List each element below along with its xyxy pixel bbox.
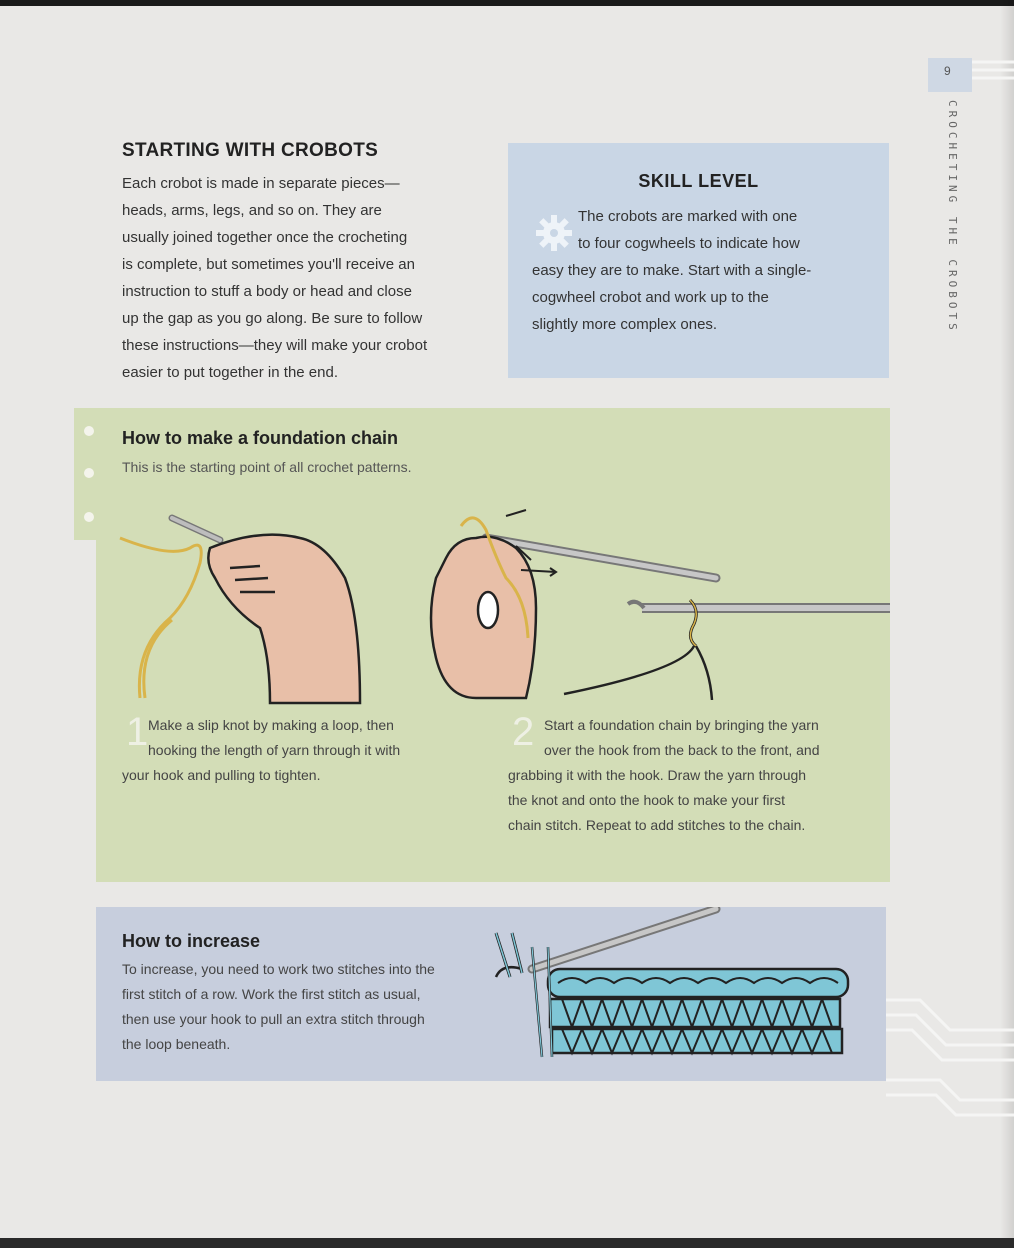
skill-line: easy they are to make. Start with a single- xyxy=(532,262,812,279)
increase-box xyxy=(96,907,886,1081)
intro-title: STARTING WITH CROBOTS xyxy=(122,140,379,161)
increase-stitch-illustration xyxy=(492,907,862,1067)
step-2-line: Start a foundation chain by bringing the yarn xyxy=(544,717,819,733)
step-2-line: chain stitch. Repeat to add stitches to the chain. xyxy=(508,817,806,833)
foundation-chain-title: How to make a foundation chain xyxy=(122,428,399,448)
step-number-2: 2 xyxy=(512,710,535,754)
bullet-dot xyxy=(84,426,94,436)
skill-level-box xyxy=(508,143,889,378)
skill-line: slightly more complex ones. xyxy=(532,316,718,333)
chain-stitch-illustration xyxy=(562,590,892,700)
step-2-line: the knot and onto the hook to make your first xyxy=(508,792,786,808)
skill-line: The crobots are marked with one xyxy=(578,208,798,225)
increase-line: the loop beneath. xyxy=(122,1036,231,1052)
skill-level-title: SKILL LEVEL xyxy=(638,171,759,191)
slip-knot-illustration xyxy=(110,508,400,708)
bullet-dot xyxy=(84,512,94,522)
foundation-chain-subtitle: This is the starting point of all crochet patterns. xyxy=(122,459,412,475)
intro-line: these instructions—they will make your crobot xyxy=(122,337,428,354)
intro-line: usually joined together once the crocheting xyxy=(122,229,408,246)
increase-body xyxy=(122,957,482,1057)
step-2-text xyxy=(508,713,878,838)
intro-body xyxy=(122,170,492,386)
page-edge-bottom xyxy=(0,1238,1014,1248)
skill-line: to four cogwheels to indicate how xyxy=(578,235,800,252)
step-1-line: Make a slip knot by making a loop, then xyxy=(148,717,394,733)
step-2-line: grabbing it with the hook. Draw the yarn through xyxy=(508,767,807,783)
step-2-line: over the hook from the back to the front, and xyxy=(544,742,820,758)
step-1-line: hooking the length of yarn through it with xyxy=(148,742,401,758)
skill-level-body xyxy=(532,203,862,338)
increase-line: then use your hook to pull an extra stitch through xyxy=(122,1011,425,1027)
page-edge-top xyxy=(0,0,1014,6)
intro-line: instruction to stuff a body or head and close xyxy=(122,283,412,300)
increase-line: To increase, you need to work two stitches into the xyxy=(122,961,435,977)
foundation-chain-box xyxy=(96,408,890,882)
skill-line: cogwheel crobot and work up to the xyxy=(532,289,769,306)
intro-line: is complete, but sometimes you'll receive an xyxy=(122,256,415,273)
page-number: 9 xyxy=(944,64,951,78)
step-number-1: 1 xyxy=(126,710,149,754)
intro-line: Each crobot is made in separate pieces— xyxy=(122,175,400,192)
step-1-line: your hook and pulling to tighten. xyxy=(122,767,321,783)
intro-line: up the gap as you go along. Be sure to follow xyxy=(122,310,423,327)
intro-line: easier to put together in the end. xyxy=(122,364,338,381)
step-1-text xyxy=(122,713,482,788)
running-head: CROCHETING THE CROBOTS xyxy=(946,100,959,334)
increase-title: How to increase xyxy=(122,931,261,951)
bullet-dot xyxy=(84,468,94,478)
intro-line: heads, arms, legs, and so on. They are xyxy=(122,202,382,219)
increase-line: first stitch of a row. Work the first stitch as usual, xyxy=(122,986,421,1002)
intro-section xyxy=(122,140,492,386)
